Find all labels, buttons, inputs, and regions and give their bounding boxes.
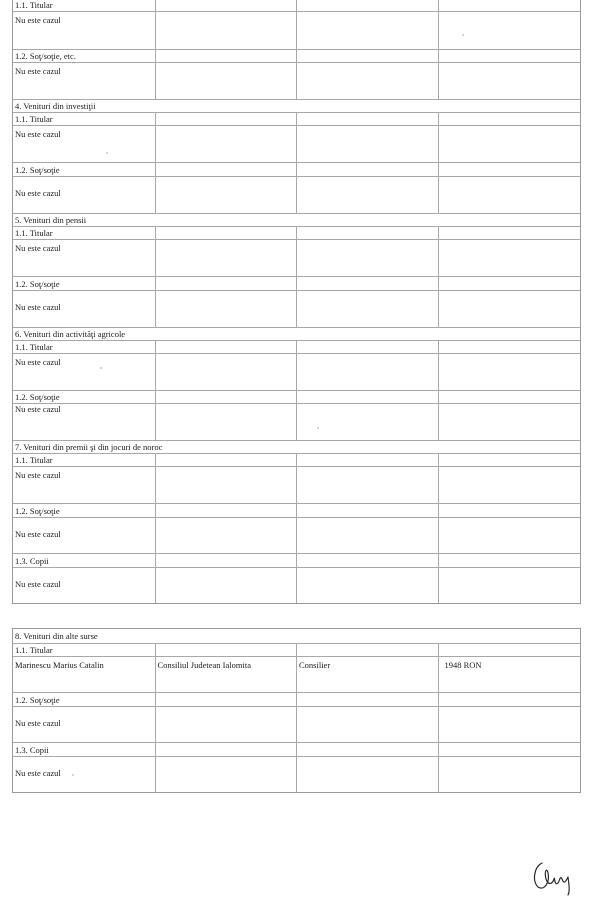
scan-speck (100, 367, 102, 369)
row-label: 1.2. Soţ/soţie (15, 695, 60, 705)
empty-cell (438, 554, 581, 567)
empty-cell (296, 743, 438, 756)
empty-cell (155, 504, 297, 517)
empty-cell (296, 177, 438, 213)
empty-cell (155, 354, 297, 390)
empty-cell (438, 291, 581, 327)
cell-text: Nu este cazul (15, 188, 61, 198)
empty-cell (155, 757, 297, 792)
row-label: 1.2. Soţ/soţie (15, 279, 60, 289)
service-provided: Consilier (296, 657, 438, 692)
empty-cell (155, 518, 297, 553)
empty-cell (296, 163, 438, 176)
cell-text: Nu este cazul (15, 243, 61, 253)
row-label: 1.1. Titular (15, 114, 53, 124)
table-row (13, 466, 580, 503)
table-row (13, 162, 580, 176)
empty-cell (155, 0, 297, 11)
cell-text: Nu este cazul (15, 15, 61, 25)
cell-text: Nu este cazul (15, 357, 61, 367)
scan-speck (462, 34, 464, 36)
empty-cell (155, 177, 297, 213)
empty-cell (155, 163, 297, 176)
empty-cell (296, 404, 438, 440)
section-heading: 8. Venituri din alte surse (15, 631, 98, 641)
empty-cell (155, 63, 297, 99)
row-label: 1.1. Titular (15, 228, 53, 238)
row-label: 1.1. Titular (15, 455, 53, 465)
row-label: 1.2. Soţ/soţie (15, 392, 60, 402)
row-label: 1.2. Soţ/soţie (15, 165, 60, 175)
row-label: 1.1. Titular (15, 0, 53, 10)
empty-cell (296, 518, 438, 553)
empty-cell (155, 554, 297, 567)
table-row (13, 62, 580, 99)
table-row (13, 49, 580, 62)
table-row (13, 706, 580, 742)
section-heading-row (13, 629, 580, 643)
empty-cell (438, 277, 581, 290)
table-row (13, 517, 580, 553)
table-row (13, 567, 580, 603)
table-row (13, 340, 580, 353)
table-row (13, 276, 580, 290)
table-row (13, 125, 580, 162)
section-heading-row (13, 99, 580, 112)
table-row (13, 756, 580, 792)
empty-cell (438, 454, 581, 466)
table-row (13, 226, 580, 239)
empty-cell (438, 63, 581, 99)
table-row (13, 742, 580, 756)
row-label: 1.3. Copii (15, 556, 49, 566)
empty-cell (438, 693, 581, 706)
empty-cell (155, 12, 297, 49)
empty-cell (155, 404, 297, 440)
empty-cell (438, 163, 581, 176)
table-row (13, 553, 580, 567)
table-row (13, 353, 580, 390)
table-row (13, 112, 580, 125)
empty-cell (438, 504, 581, 517)
annual-income: 1948 RON (438, 657, 581, 692)
empty-cell (155, 126, 297, 162)
section-heading: 5. Venituri din pensii (15, 215, 87, 225)
empty-cell (438, 12, 581, 49)
income-table-continued (12, 0, 581, 604)
empty-cell (155, 240, 297, 276)
empty-cell (438, 177, 581, 213)
empty-cell (296, 504, 438, 517)
empty-cell (155, 341, 297, 353)
table-row (13, 692, 580, 706)
table-row (13, 643, 580, 656)
empty-cell (438, 757, 581, 792)
empty-cell (438, 227, 581, 239)
table-row (13, 239, 580, 276)
empty-cell (155, 467, 297, 503)
cell-text: Nu este cazul (15, 579, 61, 589)
row-label: 1.3. Copii (15, 745, 49, 755)
table-row (13, 403, 580, 440)
empty-cell (296, 644, 438, 656)
empty-cell (155, 113, 297, 125)
cell-text: Nu este cazul (15, 404, 61, 414)
cell-text: Nu este cazul (15, 129, 61, 139)
empty-cell (438, 50, 581, 62)
empty-cell (296, 707, 438, 742)
empty-cell (155, 644, 297, 656)
empty-cell (438, 354, 581, 390)
row-label: 1.1. Titular (15, 342, 53, 352)
empty-cell (296, 291, 438, 327)
empty-cell (296, 391, 438, 403)
section-heading: 7. Venituri din premii şi din jocuri de noroc (15, 442, 163, 452)
empty-cell (296, 467, 438, 503)
table-row (13, 176, 580, 213)
cell-text: Nu este cazul (15, 529, 61, 539)
row-label: 1.2. Soţ/soţie (15, 506, 60, 516)
table-row (13, 453, 580, 466)
empty-cell (438, 113, 581, 125)
income-source: Consiliul Judetean Ialomita (155, 657, 297, 692)
empty-cell (155, 391, 297, 403)
empty-cell (438, 240, 581, 276)
empty-cell (296, 454, 438, 466)
table-row (13, 390, 580, 403)
empty-cell (155, 707, 297, 742)
empty-cell (296, 227, 438, 239)
empty-cell (155, 568, 297, 603)
empty-cell (438, 126, 581, 162)
empty-cell (155, 743, 297, 756)
empty-cell (296, 63, 438, 99)
empty-cell (438, 467, 581, 503)
section-heading: 4. Venituri din investiţii (15, 101, 96, 111)
empty-cell (438, 341, 581, 353)
other-income-table (12, 628, 581, 793)
empty-cell (296, 354, 438, 390)
cell-text: Nu este cazul (15, 66, 61, 76)
empty-cell (155, 291, 297, 327)
empty-cell (296, 693, 438, 706)
empty-cell (438, 568, 581, 603)
row-label: 1.2. Soţ/soţie, etc. (15, 51, 76, 61)
scan-speck (106, 152, 108, 154)
empty-cell (296, 113, 438, 125)
empty-cell (438, 391, 581, 403)
section-heading-row (13, 440, 580, 453)
scan-speck (317, 427, 319, 429)
empty-cell (438, 644, 581, 656)
cell-text: Nu este cazul (15, 718, 61, 728)
empty-cell (296, 126, 438, 162)
row-titular (13, 0, 580, 11)
section-heading-row (13, 327, 580, 340)
empty-cell (438, 0, 581, 11)
scan-speck (72, 774, 74, 776)
section-heading-row (13, 213, 580, 226)
empty-cell (296, 568, 438, 603)
empty-cell (155, 50, 297, 62)
empty-cell (438, 707, 581, 742)
empty-cell (155, 454, 297, 466)
empty-cell (155, 277, 297, 290)
table-row (13, 656, 580, 692)
empty-cell (296, 50, 438, 62)
empty-cell (296, 757, 438, 792)
empty-cell (296, 277, 438, 290)
empty-cell (296, 0, 438, 11)
table-row (13, 503, 580, 517)
table-row (13, 290, 580, 327)
empty-cell (296, 341, 438, 353)
beneficiary-name: Marinescu Marius Catalin (15, 660, 104, 670)
empty-cell (155, 227, 297, 239)
handwritten-signature (530, 855, 580, 897)
empty-cell (155, 693, 297, 706)
empty-cell (296, 554, 438, 567)
row-label: 1.1. Titular (15, 645, 53, 655)
cell-text: Nu este cazul (15, 768, 61, 778)
cell-text: Nu este cazul (15, 302, 61, 312)
empty-cell (296, 12, 438, 49)
section-heading: 6. Venituri din activităţi agricole (15, 329, 126, 339)
empty-cell (438, 743, 581, 756)
table-row (13, 11, 580, 49)
empty-cell (296, 240, 438, 276)
cell-text: Nu este cazul (15, 470, 61, 480)
empty-cell (438, 518, 581, 553)
empty-cell (438, 404, 581, 440)
